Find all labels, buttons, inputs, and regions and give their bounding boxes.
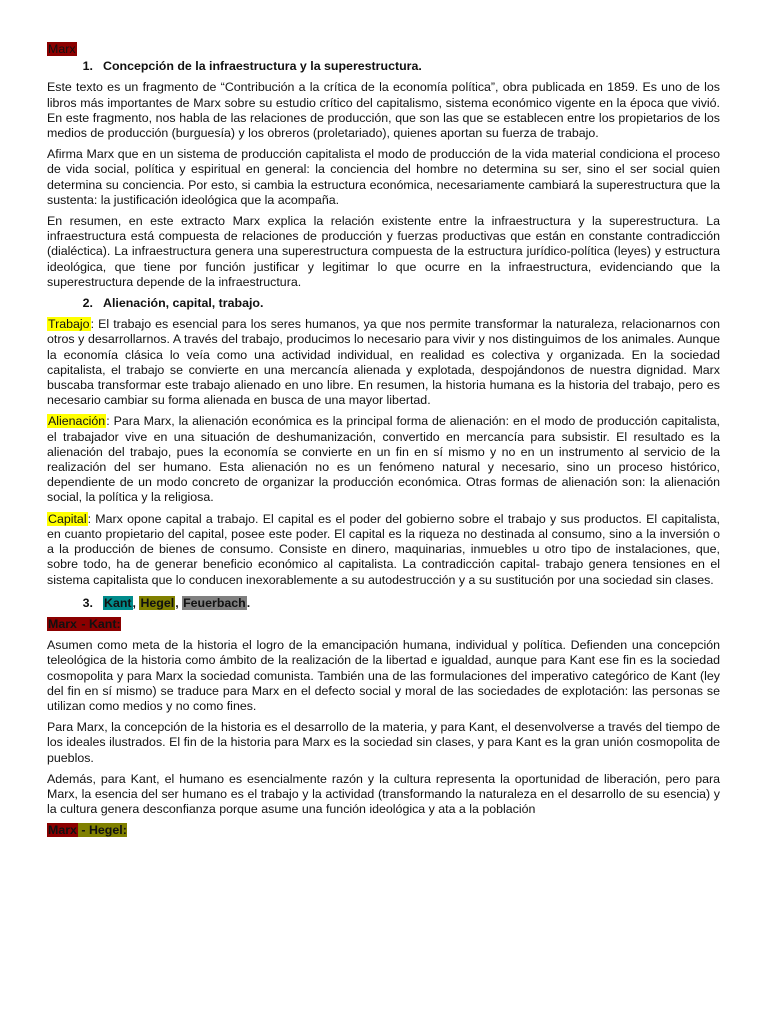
marx-kant-paragraph-3: Además, para Kant, el humano es esencialmente razón y la cultura representa la oportunidad de liberación, pero para Marx, la esencia del ser humano es el trabajo y la actividad (transformando la naturaleza en el desarrollo de su esencia) y la cultura genera desconfianza porque asume una función ideológica y ata a la población bbox=[47, 771, 720, 817]
alienacion-text: : Para Marx, la alienación económica es la principal forma de alienación: en el modo de producción capitalista, el trabajador vive en una situación de deshumanización, convertido en mercancía para subsistir. El resultado es la alienación del trabajo, pues la economía se convierte en un fin en sí mismo y no en un instrumento al servicio de la realización del ser humano. Esta alienación no es un fenómeno natural y necesario, sino un proceso histórico, dependiente de un modo concreto de organizar la producción económica. Otras formas de alienación son: la alienación social, la política y la religiosa. bbox=[47, 414, 720, 505]
marx-hegel-label bbox=[47, 823, 720, 838]
marx-kant-marx: Marx bbox=[48, 616, 77, 631]
marx-hegel-rest: - Hegel: bbox=[77, 823, 127, 838]
alienacion-paragraph bbox=[47, 414, 720, 505]
section-3-heading bbox=[47, 596, 720, 611]
section-2-heading bbox=[47, 296, 720, 311]
marx-kant-rest: - Kant: bbox=[77, 616, 121, 631]
top-tag bbox=[47, 42, 720, 57]
feuerbach-tag: Feuerbach bbox=[183, 595, 246, 610]
kant-tag: Kant bbox=[104, 595, 132, 610]
marx-kant-label bbox=[47, 617, 720, 632]
section-1-number: 1. bbox=[82, 59, 93, 74]
trabajo-paragraph bbox=[47, 317, 720, 408]
marx-kant-paragraph-1: Asumen como meta de la historia el logro de la emancipación humana, individual y política. Defienden una concepción teleológica de la historia como ámbito de la realización de la libertad e igualdad, aunque para Kant ese fin es la sociedad cosmopolita y para Marx la sociedad comunista. También una de las formulaciones del imperativo categórico de Kant (ley del fin en sí mismo) se traduce para Marx en el defecto social y moral de las sociedades de explotación: las personas se utilizan como medios y no como fines. bbox=[47, 638, 720, 713]
section-1-paragraph-1: Este texto es un fragmento de “Contribución a la crítica de la economía política”, obra publicada en 1859. Es uno de los libros más importantes de Marx sobre su estudio crítico del capitalismo, sistema económico vigente en la época que vivió. En este fragmento, nos habla de las relaciones de producción, que son las que se establecen entre los propietarios de los medios de producción (burguesía) y los obreros (proletariado), quienes aportan su fuerza de trabajo. bbox=[47, 80, 720, 141]
hegel-tag: Hegel bbox=[140, 595, 175, 610]
marx-hegel-marx: Marx bbox=[48, 823, 77, 838]
separator-2: , bbox=[175, 595, 183, 610]
section-2-title: Alienación, capital, trabajo. bbox=[103, 296, 264, 311]
section-3-title bbox=[93, 596, 250, 611]
section-1-title: Concepción de la infraestructura y la superestructura. bbox=[103, 59, 422, 74]
capital-paragraph bbox=[47, 512, 720, 588]
trabajo-text: : El trabajo es esencial para los seres humanos, ya que nos permite transformar la naturaleza, relacionarnos con otros y desarrollarnos. A través del trabajo, producimos lo necesario para vivir y nos distinguimos de los animales. Aunque la economía clásica lo veía como una actividad individual, en realidad es colectiva y organizada. En la sociedad capitalista, el trabajo se convierte en una mercancía alienada y explotada, despojándonos de nuestra dignidad. Marx buscaba transformar este trabajo alienado en uno libre. En resumen, la historia humana es la historia del trabajo, pero es necesario cambiar su forma alienada en busca de una mayor libertad. bbox=[47, 317, 720, 408]
section-1-paragraph-2: Afirma Marx que en un sistema de producción capitalista el modo de producción de la vida material condiciona el proceso de vida social, política y espiritual en general: la conciencia del hombre no determina su ser, sino el ser social quien determina su conciencia. Por esto, si cambia la estructura económica, necesariamente cambiará la superestructura que la sustenta: la justificación ideológica que la acompaña. bbox=[47, 147, 720, 207]
marx-kant-paragraph-2: Para Marx, la concepción de la historia es el desarrollo de la materia, y para Kant, el desenvolverse a través del tiempo de los ideales ilustrados. El fin de la historia para Marx es la sociedad sin clases, y para Kant es la gran unión cosmopolita de pueblos. bbox=[47, 720, 720, 765]
alienacion-term: Alienación bbox=[48, 414, 106, 429]
separator-1: , bbox=[132, 595, 140, 610]
capital-text: : Marx opone capital a trabajo. El capital es el poder del gobierno sobre el trabajo y sus productos. El capitalista, en cuanto propietario del capital, posee este poder. El capital es la riqueza no destinada al consumo, sino a la inversión o a la producción de bienes de consumo. Consiste en dinero, maquinarias, inmuebles u otro tipo de instalaciones, que, sobre todo, ha de generar beneficio económico al capitalista. La contradicción capital- trabajo genera tensiones en el sistema capitalista que lo conducen inexorablemente a su autodestrucción y a su sustitución por una sociedad sin clases. bbox=[47, 511, 720, 587]
section-3-number: 3. bbox=[82, 595, 93, 610]
capital-term: Capital bbox=[48, 511, 87, 526]
marx-tag: Marx bbox=[48, 42, 76, 56]
section-1-paragraph-3: En resumen, en este extracto Marx explica la relación existente entre la infraestructura y la superestructura. La infraestructura está compuesta de relaciones de producción y fuerzas productivas que están en constante contradicción (dialéctica). La infraestructura genera una superestructura compuesta de la estructura jurídico-política (leyes) y estructura ideológica, que tiene por función justificar y legitimar lo que ocurre en la infraestructura, evidenciando que la superestructura depende de la infraestructura. bbox=[47, 214, 720, 289]
heading-end: . bbox=[246, 595, 251, 610]
trabajo-term: Trabajo bbox=[48, 317, 90, 332]
section-2-number: 2. bbox=[82, 296, 93, 311]
section-1-heading bbox=[47, 59, 720, 74]
